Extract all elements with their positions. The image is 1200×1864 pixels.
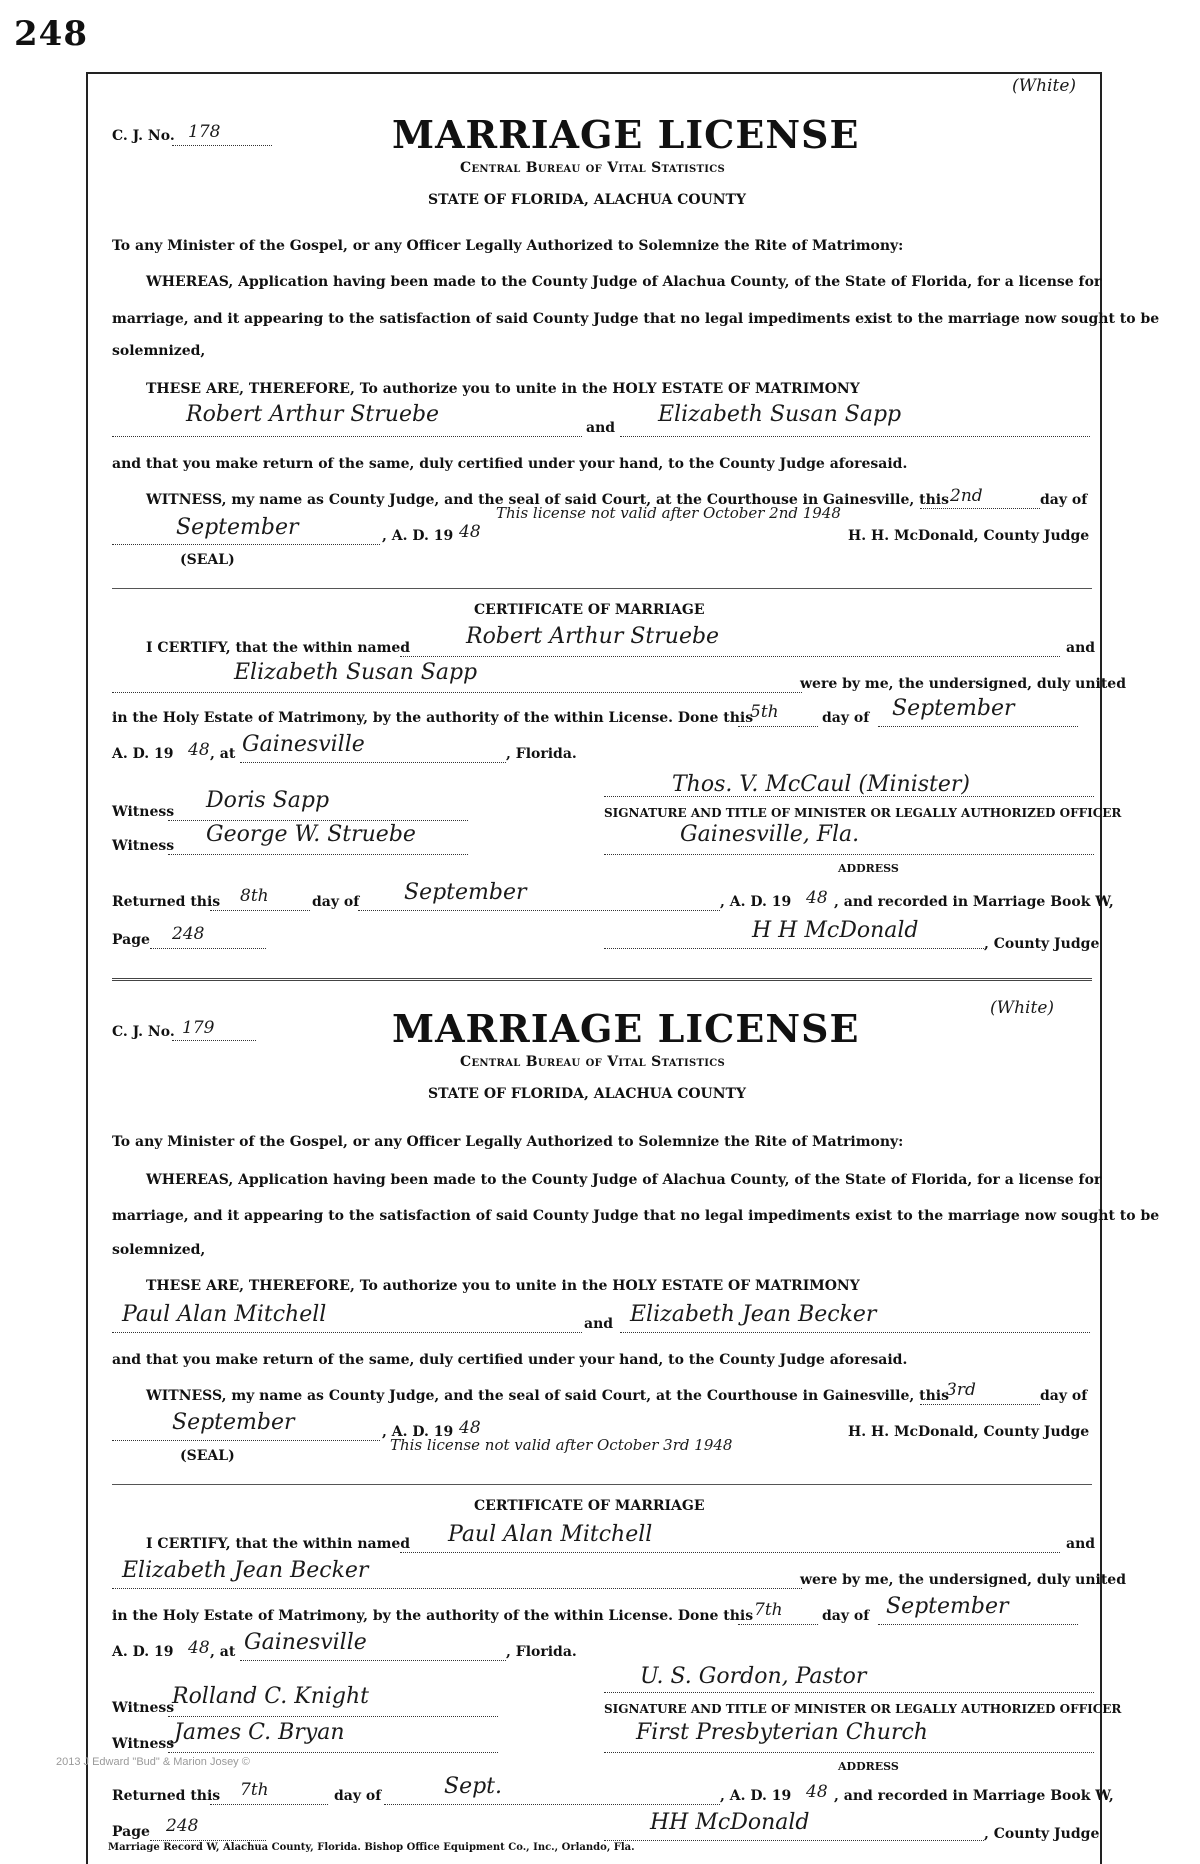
issue-year: 48 — [459, 1418, 481, 1438]
section-divider — [112, 588, 1092, 589]
bride-name: Elizabeth Jean Becker — [630, 1302, 877, 1327]
county-judge-label: , County Judge — [984, 1826, 1100, 1842]
certify-line: I CERTIFY, that the within named — [146, 1536, 411, 1552]
race-note: (White) — [1012, 76, 1077, 96]
returned-year: 48 — [806, 888, 828, 908]
whereas-line-2: marriage, and it appearing to the satisfaction of said County Judge that no legal impediments exist to the marriage now sought to be — [112, 311, 1160, 327]
ad-label: , A. D. 19 — [720, 1788, 792, 1804]
day-of-label: day of — [1040, 492, 1088, 508]
these-are-line: THESE ARE, THEREFORE, To authorize you to unite in the HOLY ESTATE OF MATRIMONY — [146, 1278, 860, 1294]
returned-year: 48 — [806, 1782, 828, 1802]
issue-month: September — [176, 515, 299, 540]
cj-number: 178 — [188, 122, 221, 142]
and-label: and — [586, 420, 616, 436]
done-place: Gainesville — [244, 1630, 367, 1655]
issue-year: 48 — [459, 522, 481, 542]
officiant-address: First Presbyterian Church — [636, 1720, 928, 1745]
at-label: , at — [210, 1644, 236, 1660]
section-divider — [112, 1484, 1092, 1485]
cj-label: C. J. No. — [112, 128, 175, 144]
license-title: MARRIAGE LICENSE — [392, 112, 860, 157]
cert-bride-name: Elizabeth Susan Sapp — [234, 660, 478, 685]
record-divider — [112, 978, 1092, 981]
returned-label: Returned this — [112, 894, 221, 910]
certificate-title: CERTIFICATE OF MARRIAGE — [474, 602, 705, 618]
witness-label: Witness — [112, 838, 175, 854]
copyright-watermark: 2013 J Edward "Bud" & Marion Josey © — [56, 1756, 250, 1768]
day-of-label: day of — [1040, 1388, 1088, 1404]
done-year: 48 — [188, 740, 210, 760]
whereas-line-3: solemnized, — [112, 343, 206, 359]
day-of-label: day of — [312, 894, 360, 910]
issue-day: 2nd — [950, 486, 983, 506]
done-month: September — [886, 1594, 1009, 1619]
page-number: 248 — [14, 14, 88, 54]
witness-1: Rolland C. Knight — [172, 1684, 370, 1709]
validity-note: This license not valid after October 2nd 1948 — [496, 504, 841, 522]
witness-label: Witness — [112, 1700, 175, 1716]
whereas-line-2: marriage, and it appearing to the satisfaction of said County Judge that no legal impediments exist to the marriage now sought to be — [112, 1208, 1160, 1224]
address-label: ADDRESS — [838, 862, 899, 875]
county-judge-label: , County Judge — [984, 936, 1100, 952]
florida-label: , Florida. — [506, 1644, 577, 1660]
seal-label: (SEAL) — [180, 1448, 235, 1464]
printer-footer: Marriage Record W, Alachua County, Florida. Bishop Office Equipment Co., Inc., Orlando, Fla. — [108, 1842, 635, 1853]
cj-number: 179 — [182, 1018, 215, 1038]
book-page: 248 — [166, 1816, 199, 1836]
witness-1: Doris Sapp — [206, 788, 330, 813]
and-label: and — [584, 1316, 614, 1332]
ad-prefix: A. D. 19 — [112, 1644, 174, 1660]
book-page: 248 — [172, 924, 205, 944]
day-of-label: day of — [822, 1608, 870, 1624]
issue-month: September — [172, 1410, 295, 1435]
officiant-title-label: SIGNATURE AND TITLE OF MINISTER OR LEGALLY AUTHORIZED OFFICER — [604, 806, 1122, 820]
race-note: (White) — [990, 998, 1055, 1018]
whereas-line-1: WHEREAS, Application having been made to the County Judge of Alachua County, of the State of Florida, for a license for — [146, 274, 1102, 290]
witness-2: George W. Struebe — [206, 822, 416, 847]
officiant-address: Gainesville, Fla. — [680, 822, 860, 847]
cert-groom-name: Robert Arthur Struebe — [466, 624, 720, 649]
returned-month: September — [404, 880, 527, 905]
officiant-title-label: SIGNATURE AND TITLE OF MINISTER OR LEGALLY AUTHORIZED OFFICER — [604, 1702, 1122, 1716]
whereas-line-1: WHEREAS, Application having been made to the County Judge of Alachua County, of the State of Florida, for a license for — [146, 1172, 1102, 1188]
returned-label: Returned this — [112, 1788, 221, 1804]
validity-note: This license not valid after October 3rd 1948 — [390, 1436, 733, 1454]
license-title: MARRIAGE LICENSE — [392, 1006, 860, 1051]
witness-line: WITNESS, my name as County Judge, and the seal of said Court, at the Courthouse in Gainesville, this — [146, 1388, 949, 1404]
done-month: September — [892, 696, 1015, 721]
recorded-label: , and recorded in Marriage Book W, — [834, 894, 1114, 910]
ad-label: , A. D. 19 — [382, 1424, 454, 1440]
groom-name: Robert Arthur Struebe — [186, 402, 440, 427]
state-county: STATE OF FLORIDA, ALACHUA COUNTY — [428, 192, 746, 208]
ad-prefix: A. D. 19 — [112, 746, 174, 762]
address-label: ADDRESS — [838, 1760, 899, 1773]
day-of-label: day of — [334, 1788, 382, 1804]
and-label: and — [1066, 1536, 1096, 1552]
cj-label: C. J. No. — [112, 1024, 175, 1040]
officiant-signature: U. S. Gordon, Pastor — [640, 1664, 867, 1689]
were-by-me-label: were by me, the undersigned, duly united — [800, 1572, 1126, 1588]
done-year: 48 — [188, 1638, 210, 1658]
bureau-subtitle: Central Bureau of Vital Statistics — [460, 160, 726, 176]
done-place: Gainesville — [242, 732, 365, 757]
page-label: Page — [112, 932, 150, 948]
ad-label: , A. D. 19 — [382, 528, 454, 544]
holy-estate-line: in the Holy Estate of Matrimony, by the authority of the within License. Done this — [112, 1608, 754, 1624]
cert-bride-name: Elizabeth Jean Becker — [122, 1558, 369, 1583]
officiant-signature: Thos. V. McCaul (Minister) — [672, 772, 970, 797]
witness-2: James C. Bryan — [174, 1720, 345, 1745]
certify-line: I CERTIFY, that the within named — [146, 640, 411, 656]
return-line: and that you make return of the same, duly certified under your hand, to the County Judge aforesaid. — [112, 1352, 908, 1368]
groom-name: Paul Alan Mitchell — [122, 1302, 327, 1327]
state-county: STATE OF FLORIDA, ALACHUA COUNTY — [428, 1086, 746, 1102]
address-line: To any Minister of the Gospel, or any Officer Legally Authorized to Solemnize the Rite of Matrimony: — [112, 1134, 904, 1150]
returned-day: 7th — [240, 1780, 269, 1800]
day-of-label: day of — [822, 710, 870, 726]
witness-label: Witness — [112, 804, 175, 820]
were-by-me-label: were by me, the undersigned, duly united — [800, 676, 1126, 692]
cert-groom-name: Paul Alan Mitchell — [448, 1522, 653, 1547]
florida-label: , Florida. — [506, 746, 577, 762]
returned-day: 8th — [240, 886, 269, 906]
address-line: To any Minister of the Gospel, or any Officer Legally Authorized to Solemnize the Rite of Matrimony: — [112, 238, 904, 254]
holy-estate-line: in the Holy Estate of Matrimony, by the authority of the within License. Done this — [112, 710, 754, 726]
witness-label: Witness — [112, 1736, 175, 1752]
seal-label: (SEAL) — [180, 552, 235, 568]
ad-label: , A. D. 19 — [720, 894, 792, 910]
certificate-title: CERTIFICATE OF MARRIAGE — [474, 1498, 705, 1514]
bureau-subtitle: Central Bureau of Vital Statistics — [460, 1054, 726, 1070]
page-label: Page — [112, 1824, 150, 1840]
judge-signature: HH McDonald — [650, 1810, 810, 1835]
returned-month: Sept. — [444, 1774, 503, 1799]
at-label: , at — [210, 746, 236, 762]
done-day: 7th — [754, 1600, 783, 1620]
return-line: and that you make return of the same, duly certified under your hand, to the County Judge aforesaid. — [112, 456, 908, 472]
bride-name: Elizabeth Susan Sapp — [658, 402, 902, 427]
judge-signature: H H McDonald — [752, 918, 919, 943]
witness-line: WITNESS, my name as County Judge, and the seal of said Court, at the Courthouse in Gainesville, this — [146, 492, 949, 508]
and-label: and — [1066, 640, 1096, 656]
issue-day: 3rd — [946, 1380, 976, 1400]
judge-signature-line: H. H. McDonald, County Judge — [848, 528, 1090, 544]
whereas-line-3: solemnized, — [112, 1242, 206, 1258]
done-day: 5th — [750, 702, 779, 722]
recorded-label: , and recorded in Marriage Book W, — [834, 1788, 1114, 1804]
these-are-line: THESE ARE, THEREFORE, To authorize you to unite in the HOLY ESTATE OF MATRIMONY — [146, 381, 860, 397]
judge-signature-line: H. H. McDonald, County Judge — [848, 1424, 1090, 1440]
